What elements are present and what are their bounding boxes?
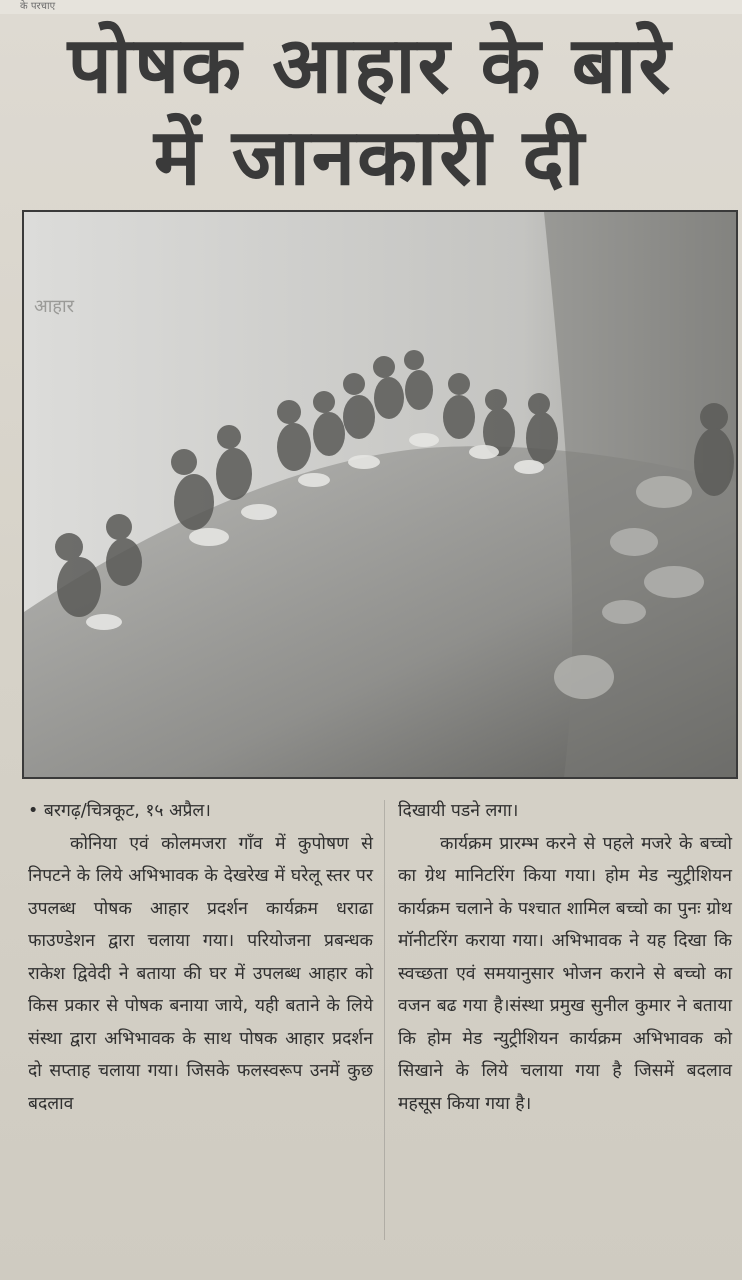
article-column-right (398, 795, 732, 1120)
column-divider (384, 800, 385, 1240)
dateline: • बरगढ़/चित्रकूट, १५ अप्रैल। (28, 801, 211, 821)
headline-line-2: में जानकारी दी (153, 113, 587, 203)
headline-line-1: पोषक आहार के बारे (67, 21, 673, 111)
photo-wall-writing: आहार (34, 296, 74, 317)
article-photo (22, 210, 738, 779)
article-column-left (28, 795, 373, 1120)
children-eating-photo (24, 212, 736, 777)
left-paragraph: कोनिया एवं कोलमजरा गाँव में कुपोषण से निपटने के लिये अभिभावक के देखरेख में घरेलू स्तर पर उपलब्ध पोषक आहार प्रदर्शन कार्यक्रम धराढा फाउण्डेशन द्वारा चलाया गया। परियोजना प्रबन्धक राकेश द्विवेदी ने बताया की घर में उपलब्ध आहार को किस प्रकार से पोषक बनाया जाये, यही बताने के लिये संस्था द्वारा अभिभावक के साथ पोषक आहार प्रदर्शन दो सप्ताह चलाया गया। जिसके फलस्वरूप उनमें कुछ बदलाव (28, 833, 373, 1114)
right-paragraph-1: दिखायी पडने लगा। (398, 801, 519, 821)
article-headline (20, 20, 720, 204)
top-strip-text: के परचाए (0, 0, 742, 14)
right-paragraph-2: कार्यक्रम प्रारम्भ करने से पहले मजरे के बच्चो का ग्रेथ मानिटरिंग किया गया। होम मेड न्युट्रीशियन कार्यक्रम चलाने के पश्चात शामिल बच्चो का पुनः ग्रोथ मॉनीटरिंग कराया गया। अभिभावक ने यह दिखा कि स्वच्छता एवं समयानुसार भोजन कराने से बच्चो का वजन बढ गया है।संस्था प्रमुख सुनील कुमार ने बताया कि होम मेड न्युट्रीशियन कार्यक्रम अभिभावक को सिखाने के लिये चलाया गया है जिसमें बदलाव महसूस किया गया है। (398, 833, 732, 1114)
